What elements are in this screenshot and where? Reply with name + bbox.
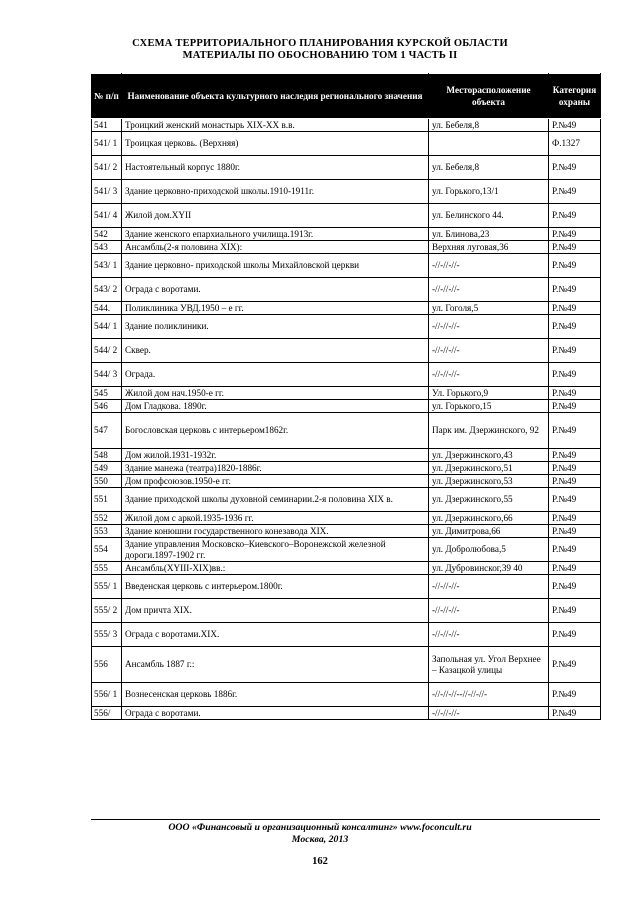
table-row [92, 278, 601, 302]
table-row [92, 204, 601, 228]
cell-location: ул. Гоголя,5 [429, 302, 549, 315]
cell-category: Р.№49 [549, 302, 601, 315]
cell-name: Введенская церковь с интерьером.1800г. [122, 575, 429, 599]
cell-name: Дом профсоюзов.1950-е гг. [122, 475, 429, 488]
cell-location: ул. Горького,13/1 [429, 180, 549, 204]
table-row [92, 132, 601, 156]
cell-number: 543/ 2 [92, 278, 122, 302]
column-header-number: № п/п [92, 74, 122, 119]
cell-category: Р.№49 [549, 623, 601, 647]
cell-number: 552 [92, 512, 122, 525]
cell-category: Р.№49 [549, 204, 601, 228]
table-row [92, 339, 601, 363]
cell-number: 553 [92, 525, 122, 538]
cell-number: 545 [92, 387, 122, 400]
cell-name: Ограда с воротами. [122, 707, 429, 720]
cell-name: Здание церковно-приходской школы.1910-1911г. [122, 180, 429, 204]
cell-location: -//-//-//- [429, 707, 549, 720]
cell-number: 547 [92, 413, 122, 449]
table-row [92, 562, 601, 575]
table-row [92, 475, 601, 488]
cell-name: Настоятельный корпус 1880г. [122, 156, 429, 180]
cell-number: 541 [92, 119, 122, 132]
cell-name: Здание женского епархиального училища.1913г. [122, 228, 429, 241]
cell-category: Р.№49 [549, 512, 601, 525]
cell-name: Жилой дом.XYII [122, 204, 429, 228]
cell-number: 556/ 1 [92, 683, 122, 707]
cell-location: ул. Добролюбова,5 [429, 538, 549, 562]
table-row [92, 449, 601, 462]
cell-number: 554 [92, 538, 122, 562]
cell-number: 544/ 1 [92, 315, 122, 339]
table-row [92, 241, 601, 254]
cell-name: Ограда. [122, 363, 429, 387]
column-header-category: Категория охраны [549, 74, 601, 119]
cell-number: 548 [92, 449, 122, 462]
cell-number: 555/ 2 [92, 599, 122, 623]
cell-name: Ансамбль(XYIII-XIX)вв.: [122, 562, 429, 575]
cell-category: Р.№49 [549, 475, 601, 488]
cell-name: Дом Гладкова. 1890г. [122, 400, 429, 413]
document-footer [0, 822, 640, 846]
cell-location: ул. Дзержинского,55 [429, 488, 549, 512]
heritage-table [91, 73, 601, 720]
cell-number: 542 [92, 228, 122, 241]
cell-category: Р.№49 [549, 228, 601, 241]
table-row [92, 400, 601, 413]
column-header-location: Месторасположение объекта [429, 74, 549, 119]
table-row [92, 315, 601, 339]
cell-name: Здание церковно- приходской школы Михайловской церкви [122, 254, 429, 278]
cell-category: Р.№49 [549, 278, 601, 302]
cell-location: ул. Дзержинского,51 [429, 462, 549, 475]
table-row [92, 363, 601, 387]
cell-number: 541/ 2 [92, 156, 122, 180]
cell-category: Р.№49 [549, 462, 601, 475]
cell-number: 544/ 2 [92, 339, 122, 363]
table-row [92, 599, 601, 623]
table-row [92, 623, 601, 647]
cell-location: ул. Бебеля,8 [429, 119, 549, 132]
cell-number: 556 [92, 647, 122, 683]
table-row [92, 683, 601, 707]
cell-number: 555 [92, 562, 122, 575]
cell-number: 541/ 3 [92, 180, 122, 204]
cell-name: Ансамбль(2-я половина XIX): [122, 241, 429, 254]
table-row [92, 538, 601, 562]
cell-name: Здание конюшни государственного конезавода XIX. [122, 525, 429, 538]
cell-name: Жилой дом с аркой.1935-1936 гг. [122, 512, 429, 525]
table-header-row [92, 74, 601, 119]
cell-location: Ул. Горького,9 [429, 387, 549, 400]
footer-city-year: Москва, 2013 [291, 834, 349, 845]
table-row [92, 707, 601, 720]
cell-category: Р.№49 [549, 254, 601, 278]
cell-category: Р.№49 [549, 413, 601, 449]
footer-company: ООО «Финансовый и организационный консалтинг» www.foconcult.ru [168, 822, 472, 833]
cell-category: Р.№49 [549, 575, 601, 599]
cell-location: ул. Дзержинского,43 [429, 449, 549, 462]
cell-name: Жилой дом нач.1950-е гг. [122, 387, 429, 400]
cell-number: 555/ 3 [92, 623, 122, 647]
cell-location: ул. Блинова,23 [429, 228, 549, 241]
cell-category: Р.№49 [549, 488, 601, 512]
cell-category: Р.№49 [549, 400, 601, 413]
cell-name: Здание приходской школы духовной семинарии.2-я половина XIX в. [122, 488, 429, 512]
cell-category: Р.№49 [549, 363, 601, 387]
table-row [92, 119, 601, 132]
cell-number: 550 [92, 475, 122, 488]
cell-number: 541/ 1 [92, 132, 122, 156]
cell-location [429, 132, 549, 156]
cell-location: ул. Белинского 44. [429, 204, 549, 228]
cell-category: Р.№49 [549, 339, 601, 363]
table-row [92, 462, 601, 475]
cell-name: Поликлиника УВД.1950 – е гг. [122, 302, 429, 315]
cell-location: ул. Бебеля,8 [429, 156, 549, 180]
table-row [92, 512, 601, 525]
cell-location: -//-//-//- [429, 623, 549, 647]
cell-name: Дом жилой.1931-1932г. [122, 449, 429, 462]
cell-name: Троицкий женский монастырь XIX-XX в.в. [122, 119, 429, 132]
cell-location: -//-//-//- [429, 363, 549, 387]
table-row [92, 156, 601, 180]
cell-category: Р.№49 [549, 241, 601, 254]
cell-number: 544. [92, 302, 122, 315]
cell-category: Р.№49 [549, 538, 601, 562]
cell-number: 543 [92, 241, 122, 254]
cell-category: Р.№49 [549, 525, 601, 538]
cell-name: Сквер. [122, 339, 429, 363]
cell-location: Верхняя луговая,36 [429, 241, 549, 254]
header-subtitle: МАТЕРИАЛЫ ПО ОБОСНОВАНИЮ ТОМ 1 ЧАСТЬ II [182, 50, 458, 61]
cell-category: Р.№49 [549, 156, 601, 180]
table-row [92, 254, 601, 278]
cell-category: Р.№49 [549, 707, 601, 720]
cell-category: Р.№49 [549, 449, 601, 462]
cell-location: ул. Горького,15 [429, 400, 549, 413]
cell-location: -//-//-//- [429, 315, 549, 339]
document-header [0, 38, 640, 62]
cell-name: Ансамбль 1887 г.: [122, 647, 429, 683]
cell-name: Троицкая церковь. (Верхняя) [122, 132, 429, 156]
cell-category: Р.№49 [549, 599, 601, 623]
cell-location: ул. Дзержинского,66 [429, 512, 549, 525]
table-body [92, 119, 601, 720]
table-row [92, 228, 601, 241]
cell-number: 556/ [92, 707, 122, 720]
table-row [92, 387, 601, 400]
cell-name: Вознесенская церковь 1886г. [122, 683, 429, 707]
table-row [92, 525, 601, 538]
cell-name: Здание управления Московско–Киевского–Воронежской железной дороги.1897-1902 гг. [122, 538, 429, 562]
cell-category: Р.№49 [549, 562, 601, 575]
cell-category: Ф.1327 [549, 132, 601, 156]
cell-category: Р.№49 [549, 387, 601, 400]
cell-name: Здание манежа (театра)1820-1886г. [122, 462, 429, 475]
cell-location: ул. Дубровинског,39 40 [429, 562, 549, 575]
header-title: СХЕМА ТЕРРИТОРИАЛЬНОГО ПЛАНИРОВАНИЯ КУРСКОЙ ОБЛАСТИ [132, 38, 508, 49]
cell-number: 549 [92, 462, 122, 475]
cell-location: Парк им. Дзержинского, 92 [429, 413, 549, 449]
table-row [92, 413, 601, 449]
cell-name: Здание поликлиники. [122, 315, 429, 339]
cell-number: 555/ 1 [92, 575, 122, 599]
cell-number: 546 [92, 400, 122, 413]
cell-location: -//-//-//- [429, 254, 549, 278]
cell-location: -//-//-//- [429, 575, 549, 599]
cell-number: 544/ 3 [92, 363, 122, 387]
table-row [92, 302, 601, 315]
cell-number: 543/ 1 [92, 254, 122, 278]
cell-name: Дом причта XIX. [122, 599, 429, 623]
cell-number: 551 [92, 488, 122, 512]
cell-location: -//-//-//- [429, 278, 549, 302]
table-row [92, 488, 601, 512]
table-row [92, 180, 601, 204]
cell-category: Р.№49 [549, 647, 601, 683]
table-row [92, 575, 601, 599]
cell-number: 541/ 4 [92, 204, 122, 228]
cell-location: -//-//-//- [429, 599, 549, 623]
column-header-name: Наименование объекта культурного наследия регионального значения [122, 74, 429, 119]
cell-location: -//-//-//- [429, 339, 549, 363]
footer-divider [91, 819, 600, 820]
table-row [92, 647, 601, 683]
cell-location: ул. Дзержинского,53 [429, 475, 549, 488]
cell-category: Р.№49 [549, 119, 601, 132]
cell-category: Р.№49 [549, 315, 601, 339]
cell-category: Р.№49 [549, 180, 601, 204]
cell-location: Запольная ул. Угол Верхнее – Казацкой улицы [429, 647, 549, 683]
cell-name: Ограда с воротами. [122, 278, 429, 302]
cell-location: ул. Димитрова,66 [429, 525, 549, 538]
cell-name: Богословская церковь с интерьером1862г. [122, 413, 429, 449]
cell-category: Р.№49 [549, 683, 601, 707]
page-number: 162 [312, 856, 328, 867]
cell-name: Ограда с воротами.XIX. [122, 623, 429, 647]
cell-location: -//-//-//--//-//-//- [429, 683, 549, 707]
